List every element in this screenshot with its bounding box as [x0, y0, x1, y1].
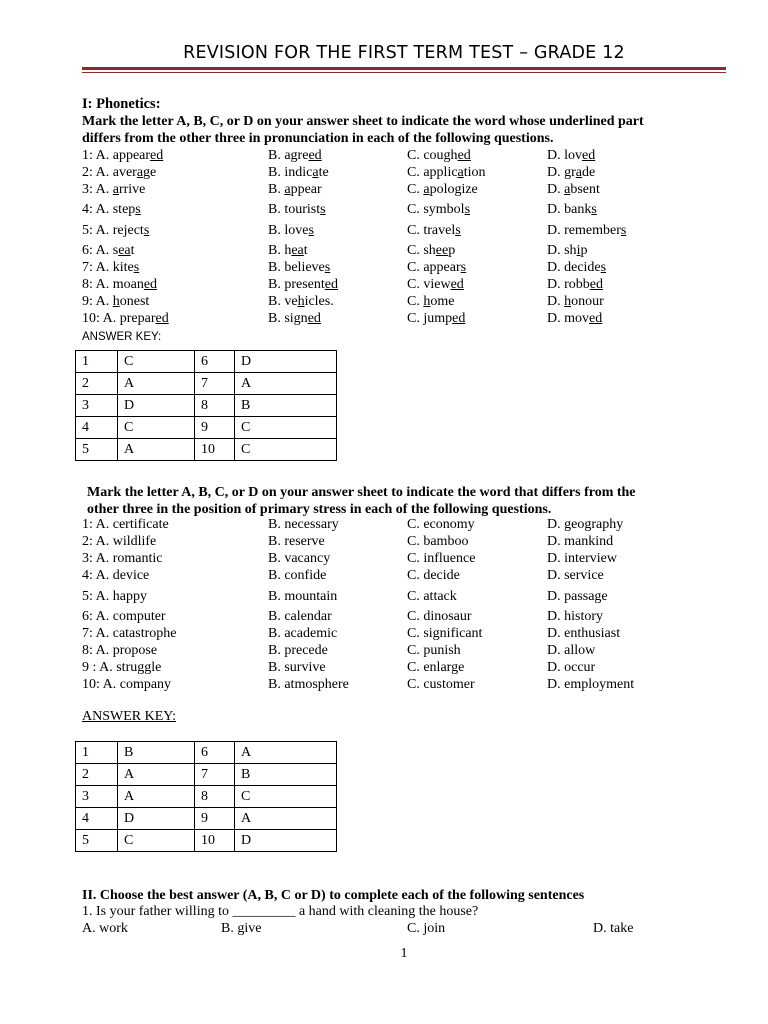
option-b: B. presented — [268, 277, 338, 292]
answer-key-letter: C — [235, 417, 337, 439]
stress-question — [82, 516, 722, 533]
question-number: 6: A. — [82, 243, 113, 258]
answer-key-number: 2 — [76, 373, 118, 395]
question-number: 3: A. — [82, 182, 113, 197]
underlined-part: ed — [450, 277, 464, 292]
part2-question-1-options — [82, 920, 722, 937]
answer-key-row — [76, 764, 337, 786]
stress-question — [82, 676, 722, 693]
answer-key-letter: A — [118, 764, 195, 786]
option-c: C. bamboo — [407, 534, 469, 549]
option-c: C. attack — [407, 589, 457, 604]
option-a: 6: A. computer — [82, 609, 166, 624]
answer-key-number: 8 — [195, 395, 235, 417]
option-d: D. history — [547, 609, 603, 624]
stress-question — [82, 608, 722, 625]
answer-key-letter: A — [235, 373, 337, 395]
underlined-part: ed — [308, 148, 322, 163]
option-d: D. passage — [547, 589, 608, 604]
underlined-part: a — [575, 165, 582, 180]
phonetics-question — [82, 242, 722, 259]
question-number: 10: A. — [82, 311, 120, 326]
option-b: B. tourists — [268, 202, 326, 217]
option-a: 10: A. company — [82, 677, 172, 692]
phonetics-answer-key-table — [75, 350, 337, 461]
answer-key-number: 4 — [76, 417, 118, 439]
option-c: C. customer — [407, 677, 475, 692]
option-b: B. appear — [268, 182, 322, 197]
phonetics-question — [82, 181, 722, 198]
underlined-part: a — [112, 182, 119, 197]
question-number: 4: A. — [82, 202, 113, 217]
answer-key-number: 4 — [76, 808, 118, 830]
answer-key-letter: C — [118, 351, 195, 373]
option-a: 5: A. rejects — [82, 223, 150, 238]
option-c: C. join — [407, 921, 446, 936]
answer-key-letter: C — [118, 830, 195, 852]
question-number: 5: A. — [82, 223, 113, 238]
answer-key-row — [76, 808, 337, 830]
option-a: 5: A. happy — [82, 589, 147, 604]
phonetics-instruction-line1: Mark the letter A, B, C, or D on your answer sheet to indicate the word whose underlined part — [82, 114, 644, 129]
option-b: B. calendar — [268, 609, 332, 624]
option-b: B. survive — [268, 660, 326, 675]
answer-key-letter: C — [235, 786, 337, 808]
option-d: D. employment — [547, 677, 635, 692]
question-number: 9: A. — [82, 294, 113, 309]
underlined-part: ed — [155, 311, 169, 326]
phonetics-question — [82, 293, 722, 310]
stress-instruction-line1: Mark the letter A, B, C, or D on your answer sheet to indicate the word that differs from the — [87, 485, 636, 500]
phonetics-question — [82, 201, 722, 218]
phonetics-question — [82, 164, 722, 181]
answer-key-row — [76, 395, 337, 417]
answer-key-letter: B — [235, 764, 337, 786]
question-number: 1: A. — [82, 148, 113, 163]
option-c: C. home — [407, 294, 455, 309]
phonetics-question — [82, 276, 722, 293]
option-d: D. allow — [547, 643, 596, 658]
option-a: 6: A. seat — [82, 243, 135, 258]
stress-question — [82, 533, 722, 550]
answer-key-letter: A — [118, 439, 195, 461]
stress-instruction-line2: other three in the position of primary stress in each of the following questions. — [87, 502, 552, 517]
part2-question-1 — [82, 903, 722, 920]
answer-key-number: 10 — [195, 830, 235, 852]
option-b: B. vacancy — [268, 551, 331, 566]
option-c: C. enlarge — [407, 660, 465, 675]
underlined-part: ed — [457, 148, 471, 163]
option-b: B. confide — [268, 568, 327, 583]
underlined-part: ed — [589, 277, 603, 292]
option-c: C. travels — [407, 223, 461, 238]
option-d: D. mankind — [547, 534, 614, 549]
underlined-part: ed — [143, 277, 158, 292]
underlined-part: a — [284, 182, 291, 197]
option-a: 9: A. honest — [82, 294, 150, 309]
option-b: B. agreed — [268, 148, 322, 163]
phonetics-question — [82, 310, 722, 327]
answer-key-row — [76, 830, 337, 852]
answer-key-letter: A — [235, 742, 337, 764]
answer-key-number: 6 — [195, 742, 235, 764]
underlined-part: ed — [307, 311, 321, 326]
option-c: C. punish — [407, 643, 461, 658]
option-b: B. necessary — [268, 517, 339, 532]
phonetics-question — [82, 147, 722, 164]
option-b: B. academic — [268, 626, 338, 641]
underlined-part: ea — [118, 243, 131, 258]
title-rule-thick — [82, 67, 726, 70]
answer-key-letter: B — [235, 395, 337, 417]
page-title: REVISION FOR THE FIRST TERM TEST – GRADE 12 — [183, 43, 625, 63]
underlined-part: h — [564, 294, 572, 309]
option-d: D. honour — [547, 294, 604, 309]
answer-key-number: 3 — [76, 786, 118, 808]
option-b: B. indicate — [268, 165, 329, 180]
option-c: C. coughed — [407, 148, 471, 163]
answer-key-number: 1 — [76, 742, 118, 764]
answer-key-number: 2 — [76, 764, 118, 786]
answer-key-letter: A — [118, 373, 195, 395]
answer-key-row — [76, 786, 337, 808]
option-a: 4: A. device — [82, 568, 150, 583]
underlined-part: s — [591, 202, 597, 217]
underlined-part: a — [136, 165, 144, 180]
answer-key-label: ANSWER KEY: — [82, 331, 162, 343]
answer-key-letter: D — [118, 395, 195, 417]
answer-key-number: 5 — [76, 439, 118, 461]
underlined-part: ee — [435, 243, 449, 258]
underlined-part: h — [423, 294, 431, 309]
underlined-part: s — [324, 260, 331, 275]
answer-key-letter: A — [235, 808, 337, 830]
underlined-part: h — [297, 294, 305, 309]
answer-key-letter: D — [118, 808, 195, 830]
stress-question — [82, 588, 722, 605]
option-c: C. dinosaur — [407, 609, 472, 624]
option-d: D. robbed — [547, 277, 603, 292]
option-a: 1: A. appeared — [82, 148, 164, 163]
underlined-part: s — [455, 223, 461, 238]
option-d: D. moved — [547, 311, 603, 326]
underlined-part: ed — [582, 148, 596, 163]
underlined-part: a — [564, 182, 571, 197]
answer-key-letter: C — [118, 417, 195, 439]
answer-key-number: 5 — [76, 830, 118, 852]
option-c: C. viewed — [407, 277, 464, 292]
answer-key-number: 9 — [195, 808, 235, 830]
underlined-part: s — [600, 260, 607, 275]
underlined-part: i — [576, 243, 581, 258]
option-a: 9 : A. struggle — [82, 660, 162, 675]
answer-key-letter: C — [235, 439, 337, 461]
question-text: 1. Is your father willing to _________ a hand with cleaning the house? — [82, 904, 479, 919]
option-a: 3: A. arrive — [82, 182, 146, 197]
answer-key-row — [76, 417, 337, 439]
stress-question — [82, 550, 722, 567]
stress-answer-key-table — [75, 741, 337, 852]
answer-key-number: 9 — [195, 417, 235, 439]
option-d: D. absent — [547, 182, 600, 197]
option-b: B. mountain — [268, 589, 338, 604]
option-c: C. sheep — [407, 243, 456, 258]
underlined-part: s — [464, 202, 471, 217]
underlined-part: s — [320, 202, 326, 217]
option-d: D. grade — [547, 165, 596, 180]
option-a: 10: A. prepared — [82, 311, 169, 326]
answer-key-number: 3 — [76, 395, 118, 417]
underlined-part: s — [133, 260, 140, 275]
underlined-part: ed — [150, 148, 164, 163]
underlined-part: a — [457, 165, 464, 180]
answer-key-number: 10 — [195, 439, 235, 461]
answer-key-number: 8 — [195, 786, 235, 808]
option-b: B. atmosphere — [268, 677, 349, 692]
option-a: 8: A. propose — [82, 643, 158, 658]
option-a: 7: A. kites — [82, 260, 140, 275]
underlined-part: s — [135, 202, 141, 217]
answer-key-row — [76, 373, 337, 395]
underlined-part: ed — [324, 277, 338, 292]
option-d: D. ship — [547, 243, 588, 258]
option-c: C. application — [407, 165, 486, 180]
option-b: B. loves — [268, 223, 314, 238]
option-b: B. vehicles. — [268, 294, 334, 309]
option-a: 7: A. catastrophe — [82, 626, 177, 641]
option-c: C. jumped — [407, 311, 466, 326]
underlined-part: h — [112, 294, 120, 309]
option-a: 2: A. wildlife — [82, 534, 157, 549]
option-c: C. economy — [407, 517, 475, 532]
option-c: C. apologize — [407, 182, 478, 197]
underlined-part: a — [312, 165, 319, 180]
answer-key-row — [76, 351, 337, 373]
option-b: B. precede — [268, 643, 328, 658]
option-d: D. occur — [547, 660, 596, 675]
stress-question — [82, 659, 722, 676]
stress-question — [82, 567, 722, 584]
option-a: 3: A. romantic — [82, 551, 163, 566]
underlined-part: ed — [589, 311, 603, 326]
option-a: 8: A. moaned — [82, 277, 158, 292]
answer-key-letter: D — [235, 830, 337, 852]
option-b: B. give — [221, 921, 262, 936]
answer-key-number: 7 — [195, 373, 235, 395]
answer-key-row — [76, 742, 337, 764]
stress-question — [82, 642, 722, 659]
option-a: 4: A. steps — [82, 202, 141, 217]
option-b: B. heat — [268, 243, 308, 258]
underlined-part: s — [460, 260, 467, 275]
stress-question — [82, 625, 722, 642]
answer-key-number: 7 — [195, 764, 235, 786]
option-d: D. interview — [547, 551, 617, 566]
answer-key-number: 1 — [76, 351, 118, 373]
underlined-part: s — [308, 223, 314, 238]
question-number: 7: A. — [82, 260, 113, 275]
phonetics-question — [82, 259, 722, 276]
option-b: B. believes — [268, 260, 331, 275]
answer-key-letter: A — [118, 786, 195, 808]
underlined-part: ea — [291, 243, 304, 258]
question-number: 8: A. — [82, 277, 113, 292]
option-d: D. decides — [547, 260, 607, 275]
part2-heading: II. Choose the best answer (A, B, C or D) to complete each of the following sentences — [82, 888, 585, 903]
phonetics-instruction-line2: differs from the other three in pronunciation in each of the following questions. — [82, 131, 554, 146]
option-d: D. loved — [547, 148, 596, 163]
answer-key-label: ANSWER KEY: — [82, 709, 176, 724]
option-c: C. significant — [407, 626, 483, 641]
underlined-part: a — [423, 182, 430, 197]
option-c: C. symbols — [407, 202, 471, 217]
option-b: B. reserve — [268, 534, 325, 549]
page-number: 1 — [400, 946, 408, 961]
answer-key-number: 6 — [195, 351, 235, 373]
title-rule-thin — [82, 72, 726, 73]
option-c: C. influence — [407, 551, 476, 566]
underlined-part: s — [620, 223, 627, 238]
option-d: D. banks — [547, 202, 597, 217]
phonetics-question — [82, 222, 722, 239]
option-c: C. appears — [407, 260, 467, 275]
option-d: D. remembers — [547, 223, 627, 238]
option-d: D. geography — [547, 517, 624, 532]
option-d: D. service — [547, 568, 604, 583]
option-b: B. signed — [268, 311, 321, 326]
option-a: A. work — [82, 921, 128, 936]
option-d: D. take — [593, 921, 634, 936]
option-d: D. enthusiast — [547, 626, 621, 641]
option-a: 1: A. certificate — [82, 517, 169, 532]
option-c: C. decide — [407, 568, 460, 583]
answer-key-letter: B — [118, 742, 195, 764]
option-a: 2: A. average — [82, 165, 157, 180]
underlined-part: ed — [452, 311, 466, 326]
phonetics-heading: I: Phonetics: — [82, 96, 161, 112]
answer-key-letter: D — [235, 351, 337, 373]
underlined-part: s — [143, 223, 150, 238]
question-number: 2: A. — [82, 165, 113, 180]
answer-key-row — [76, 439, 337, 461]
